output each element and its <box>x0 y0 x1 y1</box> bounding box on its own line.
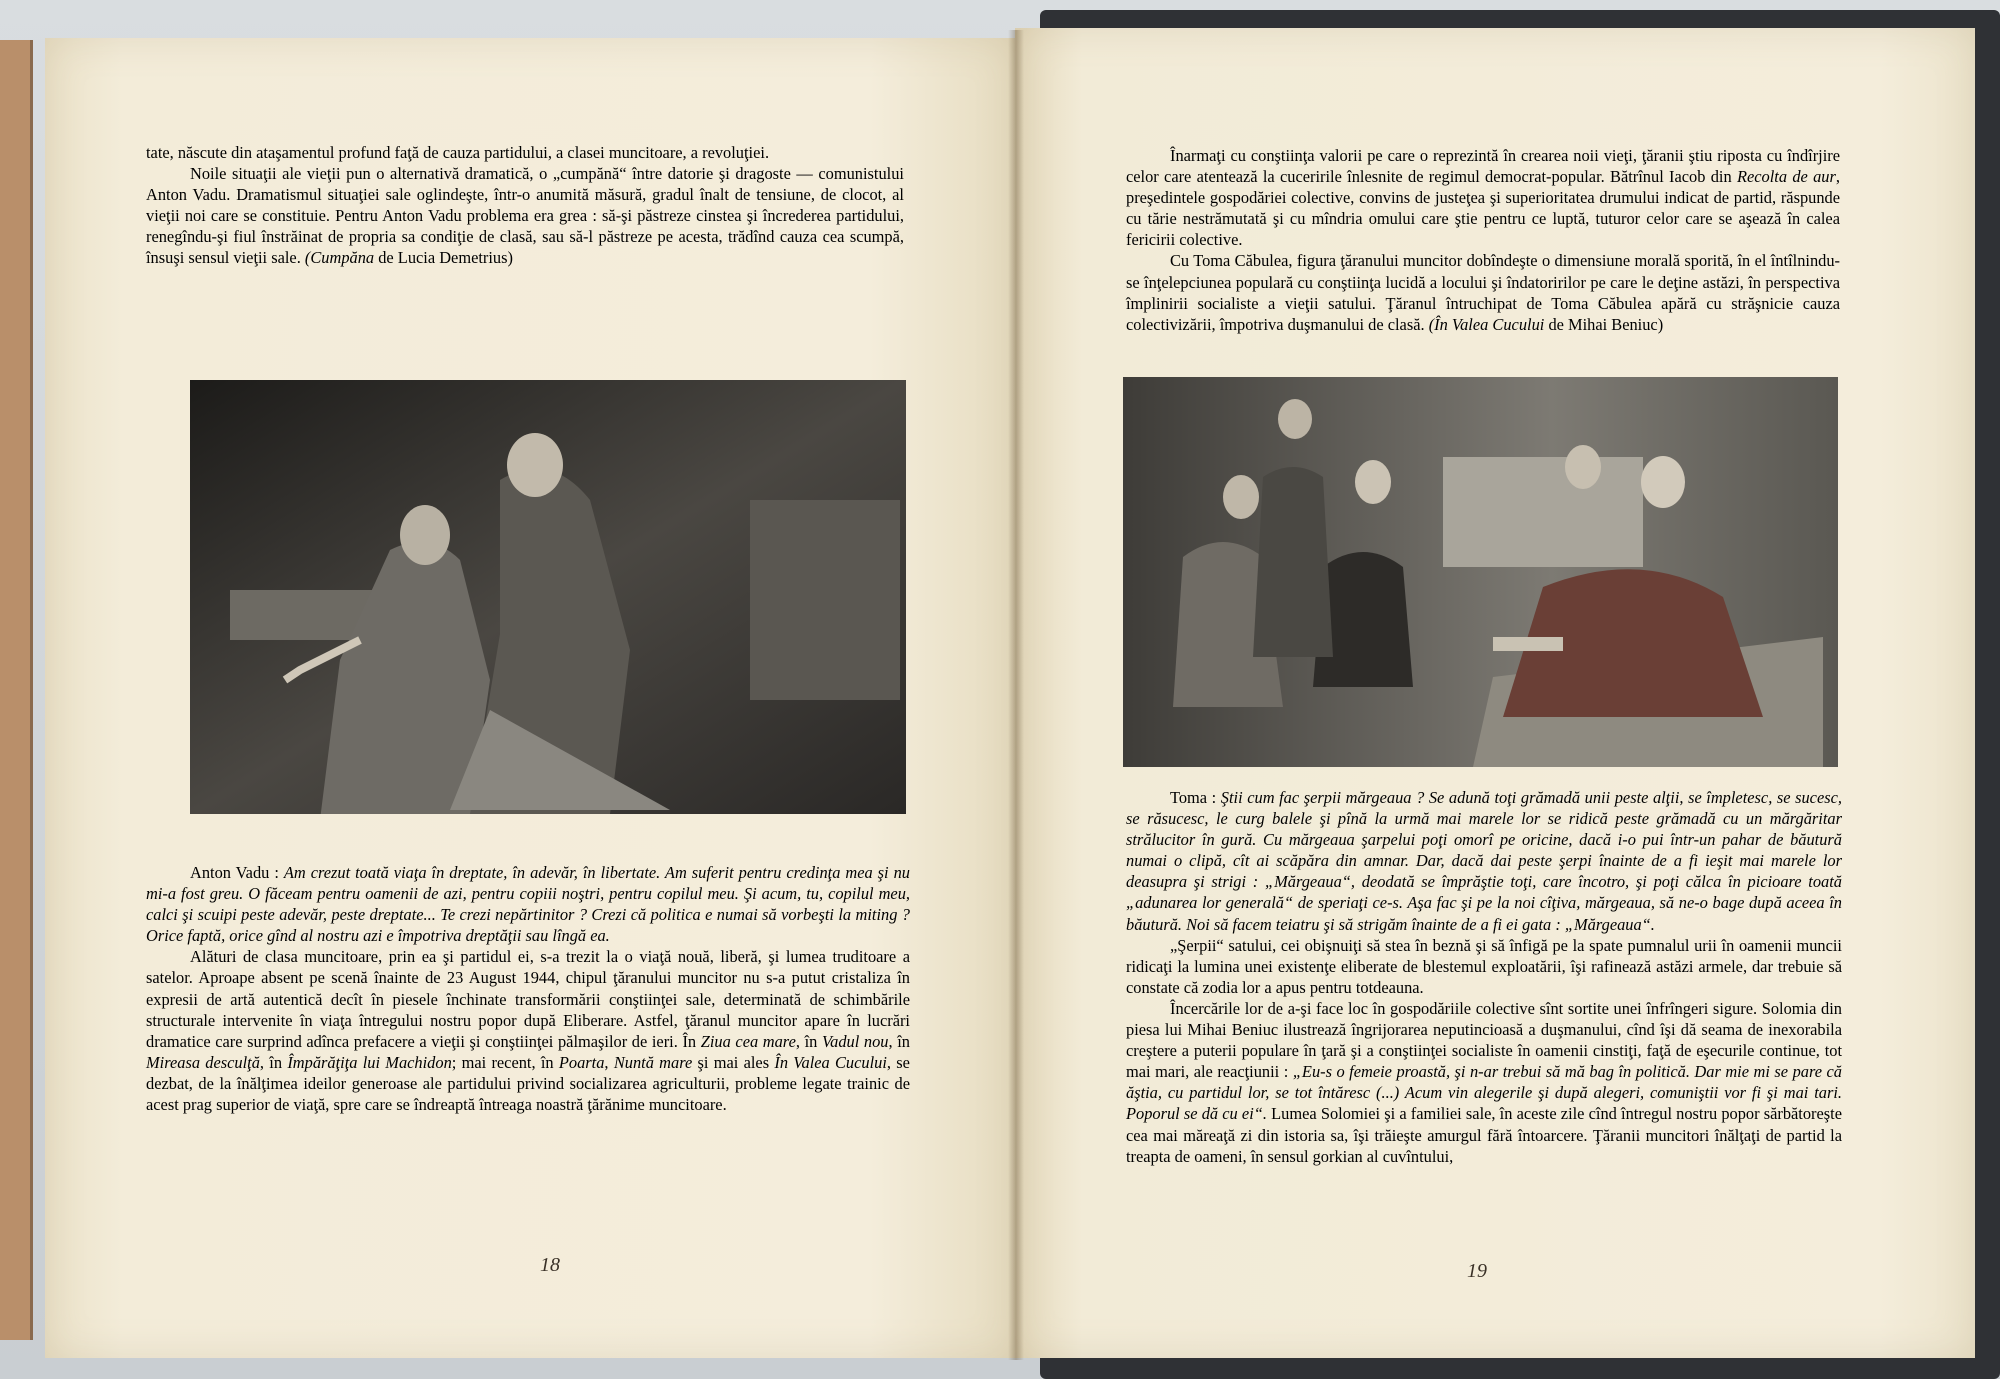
right-paragraph-1: Înarmaţi cu conştiinţa valorii pe care o reprezintă în crearea noii vieţi, ţăranii ştiu riposta cu îndîrjire celor care atentează la cuceririle înlesnite de regimul democrat-popular. Bătrînul Iacob din Recolta de aur, preşedintele gospodăriei colective, convins de justeţea şi superioritatea drumului indicat de partid, răspunde cu tărie nestrămutată şi cu mîndria omului care ştie pentru ce luptă, tuturor celor care se aşează în calea fericirii colective. <box>1126 146 1840 250</box>
right-bottom-text <box>1126 787 1842 1167</box>
right-paragraph-2: Cu Toma Căbulea, figura ţăranului muncitor dobîndeşte o dimensiune morală sporită, în el întîlnindu-se înţelepciunea populară cu conştiinţa lucidă a locului şi îndatoririlor pe care le deţine astăzi, în perspectiva împlinirii socialiste a vieţii satului. Ţăranul întruchipat de Toma Căbulea apără cu străşnicie cauza colectivizării, împotriva duşmanului de clasă. (În Valea Cucului de Mihai Beniuc) <box>1126 251 1840 334</box>
right-paragraph-3: „Şerpii“ satului, cei obişnuiţi să stea în beznă şi să înfigă pe la spate pumnalul urii în oamenii muncii ridicaţi la lumina unei existenţe eliberate de blestemul exploatării, îşi rafinează astăzi armele, dar trebuie să constate că zodia lor a apus pentru totdeauna. <box>1126 935 1842 997</box>
page-number-left: 18 <box>540 1254 560 1276</box>
play-title: (Cumpăna <box>304 248 375 268</box>
quote-text: Am crezut toată viaţa în dreptate, în adevăr, în libertate. Am suferit pentru credinţa mea şi nu mi-a fost greu. O făceam pentru oamenii de azi, pentru copiii noştri, pentru copilul meu. Şi acum, tu, copilul meu, calci şi scuipi peste adevăr, peste dreptate... Te crezi nepărtinitor ? Crezi că politica e numai să vorbeşti la miting ? Orice faptă, orice gînd al nostru azi e împotriva dreptăţii sau lîngă ea. <box>146 863 910 946</box>
left-paragraph-1: tate, născute din ataşamentul profund faţă de cauza partidului, a clasei muncitoare, a revoluţiei. <box>146 143 770 162</box>
book-edge-left <box>0 40 33 1340</box>
page-number-right: 19 <box>1467 1260 1487 1282</box>
quote-anton-vadu <box>146 862 910 946</box>
speaker-name: Toma : <box>1170 788 1217 807</box>
theatre-photo-cumpana <box>190 380 906 814</box>
left-bottom-text <box>146 862 910 1115</box>
quote-toma <box>1126 787 1842 935</box>
play-title: Recolta de aur <box>1736 167 1836 187</box>
left-top-text <box>146 142 904 269</box>
left-paragraph-2: Noile situaţii ale vieţii pun o alternativă dramatică, o „cumpănă“ între datorie şi dragoste — comunistului Anton Vadu. Dramatismul situaţiei sale oglindeşte, într-o anumită măsură, gradul înalt de tensiune, de clocot, al vieţii noi care se constituie. Pentru Anton Vadu problema era grea : să-şi păstreze cinstea şi încrederea partidului, renegîndu-şi fiul înstrăinat de propria sa condiţie de clasă, sau să-l păstreze pe acesta, trădînd cauza cea scumpă, însuşi sensul vieţii sale. (Cumpăna de Lucia Demetrius) <box>146 164 904 268</box>
right-paragraph-4: Încercările lor de a-şi face loc în gospodăriile colective sînt sortite unei înfrîngeri sigure. Solomia din piesa lui Mihai Beniuc ilustrează îngrijorarea neputincioasă a duşmanului, cînd îşi dă seama de inexorabila creştere a puterii populare în ţară şi a conştiinţei socialiste în oamenii cinstiţi, faţă de eşecurile continue, tot mai mari, ale reacţiunii : „Eu-s o femeie proastă, şi n-ar trebui să mă bag în politică. Dar mie mi se pare că ăştia, cu partidul lor, se tot întăresc (...) Acum vin alegerile şi după alegeri, comuniştii vor fi şi mai tari. Poporul se dă cu ei“. Lumea Solomiei şi a familiei sale, în aceste zile cînd întregul nostru popor sărbătoreşte cea mai măreaţă zi din istoria sa, îşi trăieşte amurgul fără întoarcere. Ţăranii muncitori înălţaţi de partid la treapta de oameni, în sensul gorkian al cuvîntului, <box>1126 998 1842 1166</box>
book-gutter <box>1008 30 1024 1360</box>
left-paragraph-peasantry: Alături de clasa muncitoare, prin ea şi partidul ei, s-a trezit la o viaţă nouă, liberă, şi lumea truditoare a satelor. Aproape absent pe scenă înainte de 23 August 1944, chipul ţăranului muncitor nu s-a putut cristaliza în expresii de artă autentică decît în piesele închinate transformării conştiinţei sale, determinată de schimbările structurale intervenite în viaţa întregului nostru popor după Eliberare. Astfel, ţăranul muncitor apare în lucrări dramatice care surprind adînca prefacere a vieţii şi conştiinţei pălmaşilor de ieri. În Ziua cea mare, în Vadul nou, în Mireasa desculţă, în Împărăţiţa lui Machidon; mai recent, în Poarta, Nuntă mare şi mai ales În Valea Cucului, se dezbat, de la înălţimea ideilor generoase ale partidului privind socializarea agriculturii, probleme legate trainic de acest prag superior de viaţă, spre care se îndreaptă întreaga noastră ţărănime muncitoare. <box>146 947 910 1115</box>
quote-text: Ştii cum fac şerpii mărgeaua ? Se adună toţi grămadă unii peste alţii, se împletesc, se sucesc, se răsucesc, le curg balele şi pînă la urmă mai marele lor se ridică peste grămadă cu un mărgăritar strălucitor în gură. Cu mărgeaua şarpelui poţi omorî pe oricine, dacă i-o pui într-un pahar de băutură numai o clipă, cît ai scăpăra din amnar. Dar, dacă dai peste şerpi înainte de a fi ieşit mai marele lor deasupra şi strigi : „Mărgeaua“, deodată se împrăştie toţi, care încotro, şi poţi călca în picioare toată „adunarea lor generală“ de speriaţi ce-s. Aşa fac şi pe la noi cîţiva, mărgeaua, să ne-o bage după aceea în băutură. Noi să facem teiatru şi să strigăm înainte de a fi ei gata : „Mărgeaua“. <box>1126 788 1842 934</box>
theatre-photo-valea-cucului <box>1123 377 1838 767</box>
speaker-name: Anton Vadu : <box>190 863 279 882</box>
play-title: Valea Cucului <box>1451 314 1545 334</box>
right-top-text <box>1126 145 1840 335</box>
